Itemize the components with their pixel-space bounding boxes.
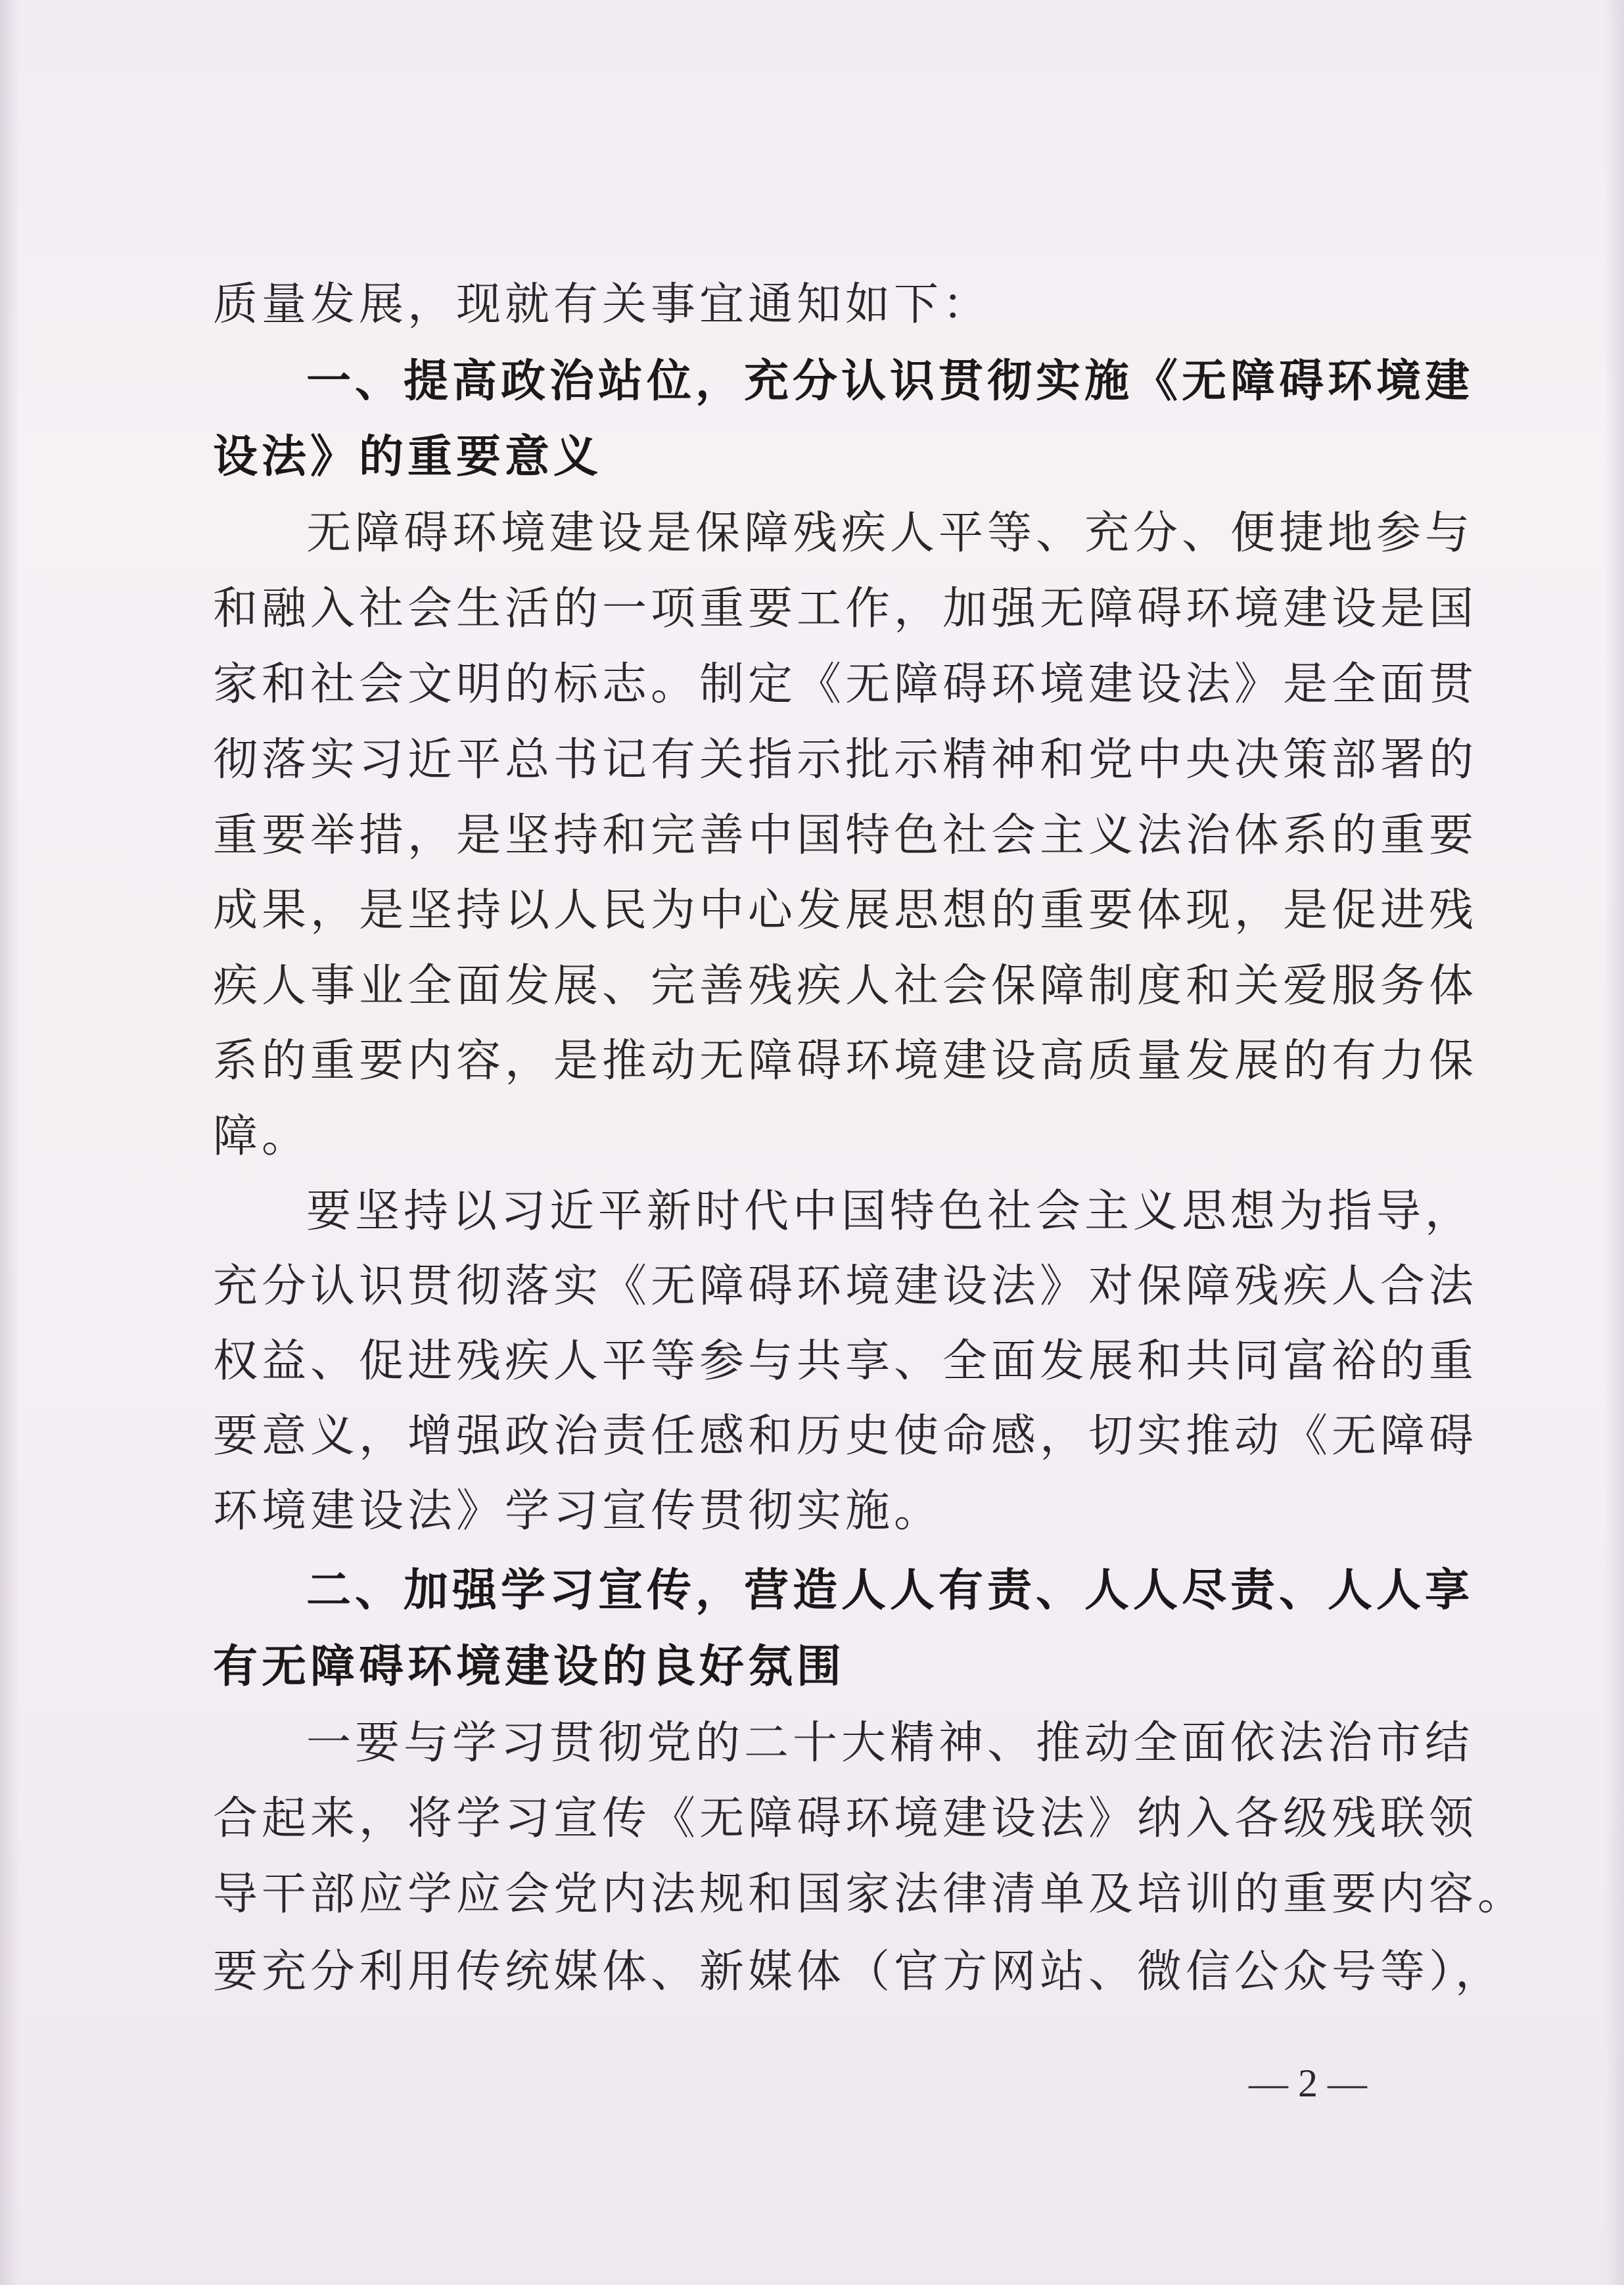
paragraph-line: 充分认识贯彻落实《无障碍环境建设法》对保障残疾人合法 xyxy=(213,1260,1478,1312)
paragraph-line: 疾人事业全面发展、完善残疾人社会保障制度和关爱服务体 xyxy=(213,960,1478,1012)
paragraph-line: 合起来，将学习宣传《无障碍环境建设法》纳入各级残联领 xyxy=(213,1793,1478,1845)
paragraph-line: 无障碍环境建设是保障残疾人平等、充分、便捷地参与 xyxy=(306,507,1474,559)
paragraph-line: 彻落实习近平总书记有关指示批示精神和党中央决策部署的 xyxy=(213,734,1478,786)
paragraph-line: 重要举措，是坚持和完善中国特色社会主义法治体系的重要 xyxy=(213,810,1478,862)
paragraph-line: 和融入社会生活的一项重要工作，加强无障碍环境建设是国 xyxy=(213,583,1478,635)
text-line: 质量发展，现就有关事宜通知如下： xyxy=(213,279,992,331)
paragraph-line: 成果，是坚持以人民为中心发展思想的重要体现，是促进残 xyxy=(213,885,1478,936)
section-heading-1: 一、提高政治站位，充分认识贯彻实施《无障碍环境建 xyxy=(306,356,1474,407)
paragraph-line: 导干部应学应会党内法规和国家法律清单及培训的重要内容。 xyxy=(213,1868,1527,1920)
section-heading-1-continued: 设法》的重要意义 xyxy=(213,431,603,483)
paragraph-line: 环境建设法》学习宣传贯彻实施。 xyxy=(213,1485,943,1537)
paragraph-line: 权益、促进残疾人平等参与共享、全面发展和共同富裕的重 xyxy=(213,1335,1478,1387)
section-heading-2-continued: 有无障碍环境建设的良好氛围 xyxy=(213,1641,846,1693)
paragraph-line: 障。 xyxy=(213,1111,311,1163)
page-number: — 2 — xyxy=(1249,2062,1367,2105)
section-heading-2: 二、加强学习宣传，营造人人有责、人人尽责、人人享 xyxy=(306,1565,1474,1617)
paragraph-line: 要充分利用传统媒体、新媒体（官方网站、微信公众号等）， xyxy=(213,1946,1504,1998)
paragraph-line: 要坚持以习近平新时代中国特色社会主义思想为指导， xyxy=(306,1186,1474,1237)
paragraph-line: 要意义，增强政治责任感和历史使命感，切实推动《无障碍 xyxy=(213,1410,1478,1462)
scan-edge-right xyxy=(1604,0,1624,2285)
paragraph-line: 家和社会文明的标志。制定《无障碍环境建设法》是全面贯 xyxy=(213,658,1478,710)
paragraph-line: 一要与学习贯彻党的二十大精神、推动全面依法治市结 xyxy=(306,1717,1474,1769)
paragraph-line: 系的重要内容，是推动无障碍环境建设高质量发展的有力保 xyxy=(213,1035,1478,1087)
scan-edge-left xyxy=(0,0,20,2285)
